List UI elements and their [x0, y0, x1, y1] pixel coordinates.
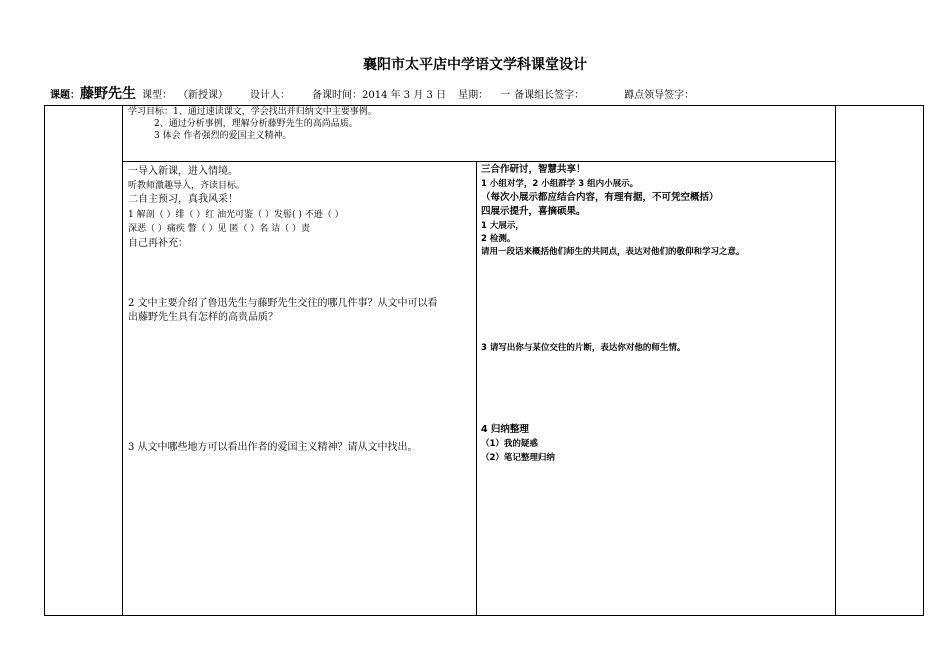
page-title: 襄阳市太平店中学语文学科课堂设计: [363, 57, 587, 73]
question-3-left: 3 从文中哪些地方可以看出作者的爱国主义精神？请从文中找出。: [128, 442, 418, 453]
self-supplement: 自己再补充：: [128, 238, 188, 249]
section-4-item-2: 2 检测。: [481, 234, 516, 244]
weekday-label: 星期：: [458, 90, 489, 101]
date-label: 备课时间：: [312, 90, 362, 101]
vocab-line-1: 1 解剖（ ）绯（ ）红 油光可鉴（ ）发髻( ) 不逊（ ）: [128, 210, 344, 220]
table-bottom-border: [44, 615, 924, 616]
question-2-line-2: 出藤野先生具有怎样的高贵品质？: [128, 312, 278, 323]
designer-label: 设计人：: [250, 90, 290, 101]
table-col-divider-right: [835, 105, 836, 616]
supervisor-sign-label: 蹲点领导签字：: [624, 90, 695, 101]
table-right-border: [923, 105, 924, 616]
objective-2: 2、通过分析事例，理解分析藤野先生的高尚品质。: [154, 119, 358, 129]
objective-1: 学习目标：1、通过速读课文，学会找出并归纳文中主要事例。: [128, 107, 377, 117]
section-4-item-3: 请用一段话来概括他们师生的共同点，表达对他们的敬仰和学习之意。: [481, 247, 745, 257]
table-col-divider-left: [122, 105, 123, 616]
section-4-item-1: 1 大展示，: [481, 221, 524, 231]
vocab-line-2: 深恶（ ）痛疾 瞥（ ）见 匿（ ）名 诘（ ）责: [128, 224, 311, 234]
type-label: 课型：: [142, 90, 172, 101]
section-4-title: 四展示提升，喜摘硕果。: [481, 206, 586, 217]
objective-3: 3 体会 作者强烈的爱国主义精神。: [154, 131, 292, 141]
section-5-item-2: （2）笔记整理归纳: [481, 453, 555, 463]
question-3-right: 3 请写出你与某位交往的片断，表达你对他的师生情。: [481, 343, 686, 353]
section-3-line-1: 1 小组对学，2 小组群学 3 组内小展示。: [481, 179, 639, 189]
section-5-title: 4 归纳整理: [481, 424, 529, 435]
section-1-title: 一导入新课，进入情境。: [128, 166, 238, 177]
section-5-item-1: （1）我的疑惑: [481, 439, 538, 449]
section-3-line-2: （每次小展示都应结合内容，有理有据，不可凭空概括）: [481, 192, 719, 203]
section-1-text: 听教师激趣导入，齐读目标。: [128, 181, 246, 191]
question-2-line-1: 2 文中主要介绍了鲁迅先生与藤野先生交往的哪几件事？从文中可以看: [128, 298, 438, 309]
section-2-title: 二自主预习，真我风采！: [128, 194, 238, 205]
table-col-divider-middle: [476, 161, 477, 616]
topic-value: 藤野先生: [80, 86, 136, 102]
weekday-value: 一: [500, 90, 511, 101]
date-value: 2014 年 3 月 3 日: [362, 90, 447, 101]
topic-label: 课题：: [50, 90, 80, 101]
leader-sign-label: 备课组长签字：: [514, 90, 585, 101]
type-value: （新授课）: [178, 90, 228, 101]
section-3-title: 三合作研讨，智慧共享！: [481, 164, 586, 175]
table-left-border: [44, 105, 45, 616]
header-meta: [50, 83, 694, 103]
objectives-row-divider: [122, 161, 836, 162]
